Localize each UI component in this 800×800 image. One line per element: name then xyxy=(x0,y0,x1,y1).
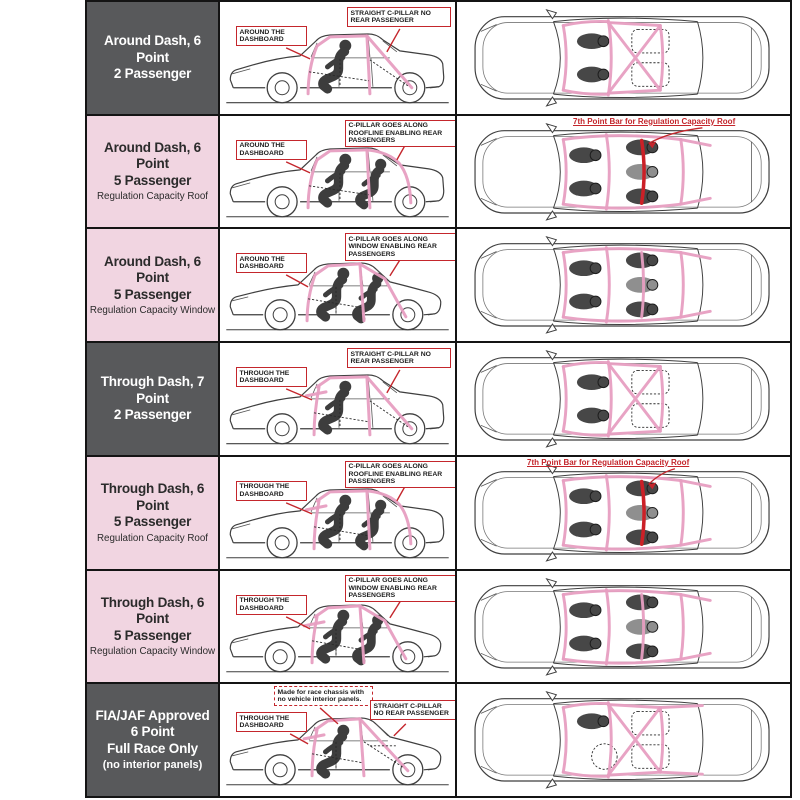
c-pillar-annotation: C-PILLAR GOES ALONG WINDOW ENABLING REAR PASSENGERS xyxy=(345,575,456,602)
config-label-through-6pt-5pass-roof xyxy=(86,456,219,570)
side-view-cell xyxy=(219,456,456,570)
config-subtitle: (no interior panels) xyxy=(102,759,203,772)
dashboard-annotation: AROUND THE DASHBOARD xyxy=(236,140,307,160)
config-label-through-7pt-2pass xyxy=(86,342,219,456)
config-label-around-6pt-5pass-roof xyxy=(86,115,219,229)
top-view-cell xyxy=(456,456,791,570)
car-top-view-illustration xyxy=(457,571,790,683)
dashboard-annotation: AROUND THE DASHBOARD xyxy=(236,26,307,46)
top-view-cell xyxy=(456,228,791,342)
config-label-through-6pt-5pass-window xyxy=(86,570,219,684)
config-title-line: 2 Passenger xyxy=(113,407,192,423)
dashboard-annotation: AROUND THE DASHBOARD xyxy=(236,253,307,273)
c-pillar-annotation: C-PILLAR GOES ALONG WINDOW ENABLING REAR PASSENGERS xyxy=(345,233,456,260)
config-label-fia-jaf-6pt xyxy=(86,683,219,797)
c-pillar-annotation: C-PILLAR GOES ALONG ROOFLINE ENABLING REAR PASSENGERS xyxy=(345,120,456,147)
config-title-line: Through Dash, 6 Point xyxy=(100,594,205,627)
c-pillar-annotation: STRAIGHT C-PILLAR NO REAR PASSENGER xyxy=(347,348,451,368)
side-view-cell xyxy=(219,1,456,115)
config-title-line: Through Dash, 7 Point xyxy=(100,374,205,406)
config-title-line: Around Dash, 6 Point xyxy=(104,253,201,286)
side-view-cell xyxy=(219,115,456,229)
top-view-cell xyxy=(456,342,791,456)
config-subtitle: Regulation Capacity Roof xyxy=(96,532,209,544)
roll-cage-configuration-chart xyxy=(85,0,792,798)
config-title-line: FIA/JAF Approved xyxy=(95,707,210,723)
side-view-cell xyxy=(219,228,456,342)
config-title-line: 2 Passenger xyxy=(113,66,192,82)
config-label-around-6pt-2pass xyxy=(86,1,219,115)
dashboard-annotation: THROUGH THE DASHBOARD xyxy=(236,712,307,732)
config-title-line: 5 Passenger xyxy=(113,514,192,530)
car-top-view-illustration xyxy=(457,116,790,228)
top-view-cell xyxy=(456,115,791,229)
config-title-line: 5 Passenger xyxy=(113,172,192,188)
side-view-cell xyxy=(219,683,456,797)
config-label-around-6pt-5pass-window xyxy=(86,228,219,342)
config-title-line: Around Dash, 6 Point xyxy=(104,33,201,65)
seventh-point-note: 7th Point Bar for Regulation Capacity Roof xyxy=(573,116,736,126)
car-top-view-illustration xyxy=(457,684,790,796)
c-pillar-annotation: C-PILLAR GOES ALONG ROOFLINE ENABLING REAR PASSENGERS xyxy=(345,461,456,488)
dashboard-annotation: THROUGH THE DASHBOARD xyxy=(236,481,307,501)
dashboard-annotation: THROUGH THE DASHBOARD xyxy=(236,595,307,615)
top-view-cell xyxy=(456,683,791,797)
config-subtitle: Regulation Capacity Window xyxy=(89,305,216,317)
config-title-line: 5 Passenger xyxy=(113,286,192,302)
car-top-view-illustration xyxy=(457,229,790,341)
config-title-line: Through Dash, 6 Point xyxy=(100,481,205,513)
c-pillar-annotation: STRAIGHT C-PILLAR NO REAR PASSENGER xyxy=(347,7,451,27)
config-title-line: Full Race Only xyxy=(107,740,198,756)
car-top-view-illustration xyxy=(457,343,790,455)
car-top-view-illustration xyxy=(457,457,790,569)
config-subtitle: Regulation Capacity Roof xyxy=(96,191,209,203)
side-view-cell xyxy=(219,342,456,456)
car-top-view-illustration xyxy=(457,2,790,114)
top-view-cell xyxy=(456,570,791,684)
side-view-cell xyxy=(219,570,456,684)
race-chassis-note: Made for race chassis with no vehicle interior panels. xyxy=(274,686,373,706)
dashboard-annotation: THROUGH THE DASHBOARD xyxy=(236,367,307,387)
config-title-line: 5 Passenger xyxy=(113,627,192,643)
top-view-cell xyxy=(456,1,791,115)
config-title-line: Around Dash, 6 Point xyxy=(104,139,201,172)
config-title-line: 6 Point xyxy=(130,724,175,740)
seventh-point-note: 7th Point Bar for Regulation Capacity Roof xyxy=(527,457,690,467)
c-pillar-annotation: STRAIGHT C-PILLAR NO REAR PASSENGER xyxy=(370,700,456,720)
config-subtitle: Regulation Capacity Window xyxy=(89,646,216,658)
